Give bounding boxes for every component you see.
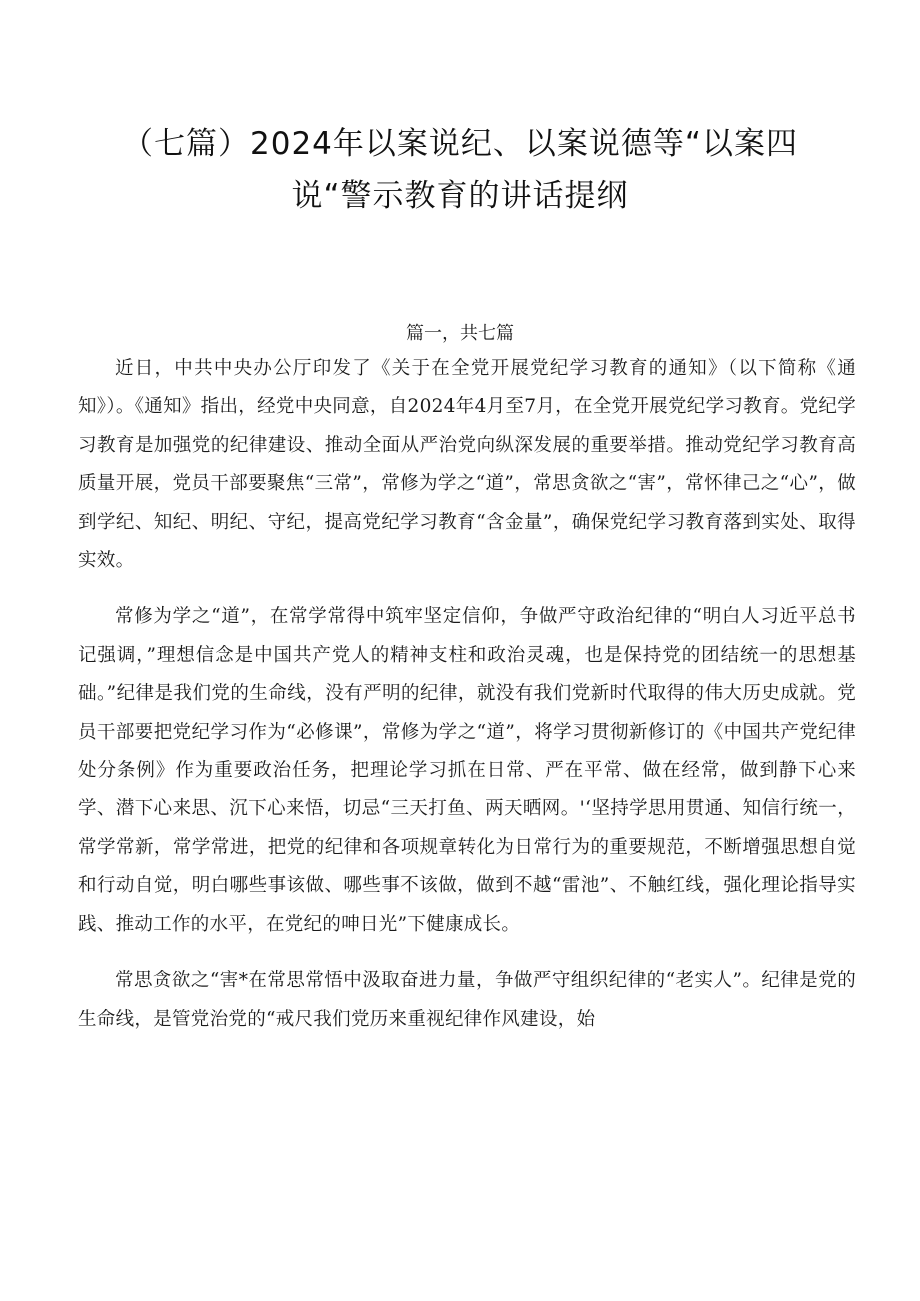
document-title: （七篇）2024年以案说纪、以案说德等“以案四说“警示教育的讲话提纲 (122, 126, 798, 214)
paragraph: 近日，中共中央办公厅印发了《关于在全党开展党纪学习教育的通知》（以下简称《通知》）。《通知》指出，经党中央同意，自2024年4月至7月，在全党开展党纪学习教育。党纪学习教育是加强党的纪律建设、推动全面从严治党向纵深发展的重要举措。推动党纪学习教育高质量开展，党员干部要聚焦“三常”，常修为学之“道”，常思贪欲之“害”，常怀律己之“心”，做到学纪、知纪、明纪、守纪，提高党纪学习教育“含金量”，确保党纪学习教育落到实处、取得实效。 (78, 358, 856, 572)
paragraph: 常修为学之“道”，在常学常得中筑牢坚定信仰，争做严守政治纪律的“明白人习近平总书记强调，”理想信念是中国共产党人的精神支柱和政治灵魂，也是保持党的团结统一的思想基础。”纪律是我们党的生命线，没有严明的纪律，就没有我们党新时代取得的伟大历史成就。党员干部要把党纪学习作为“必修课”，常修为学之“道”，将学习贯彻新修订的《中国共产党纪律处分条例》作为重要政治任务，把理论学习抓在日常、严在平常、做在经常，做到静下心来学、潜下心来思、沉下心来悟，切忌“三天打鱼、两天晒网。'‘坚持学思用贯通、知信行统一，常学常新，常学常进，把党的纪律和各项规章转化为日常行为的重要规范，不断增强思想自觉和行动自觉，明白哪些事该做、哪些事不该做，做到不越“雷池”、不触红线，强化理论指导实践、推动工作的水平，在党纪的呻日光”下健康成长。 (78, 606, 856, 935)
section-heading: 篇一，共七篇 (406, 323, 514, 344)
document-body (78, 350, 856, 1057)
paragraph: 常思贪欲之“害*在常思常悟中汲取奋进力量，争做严守组织纪律的“老实人”。纪律是党的生命线，是管党治党的“戒尺我们党历来重视纪律作风建设，始 (78, 970, 856, 1030)
